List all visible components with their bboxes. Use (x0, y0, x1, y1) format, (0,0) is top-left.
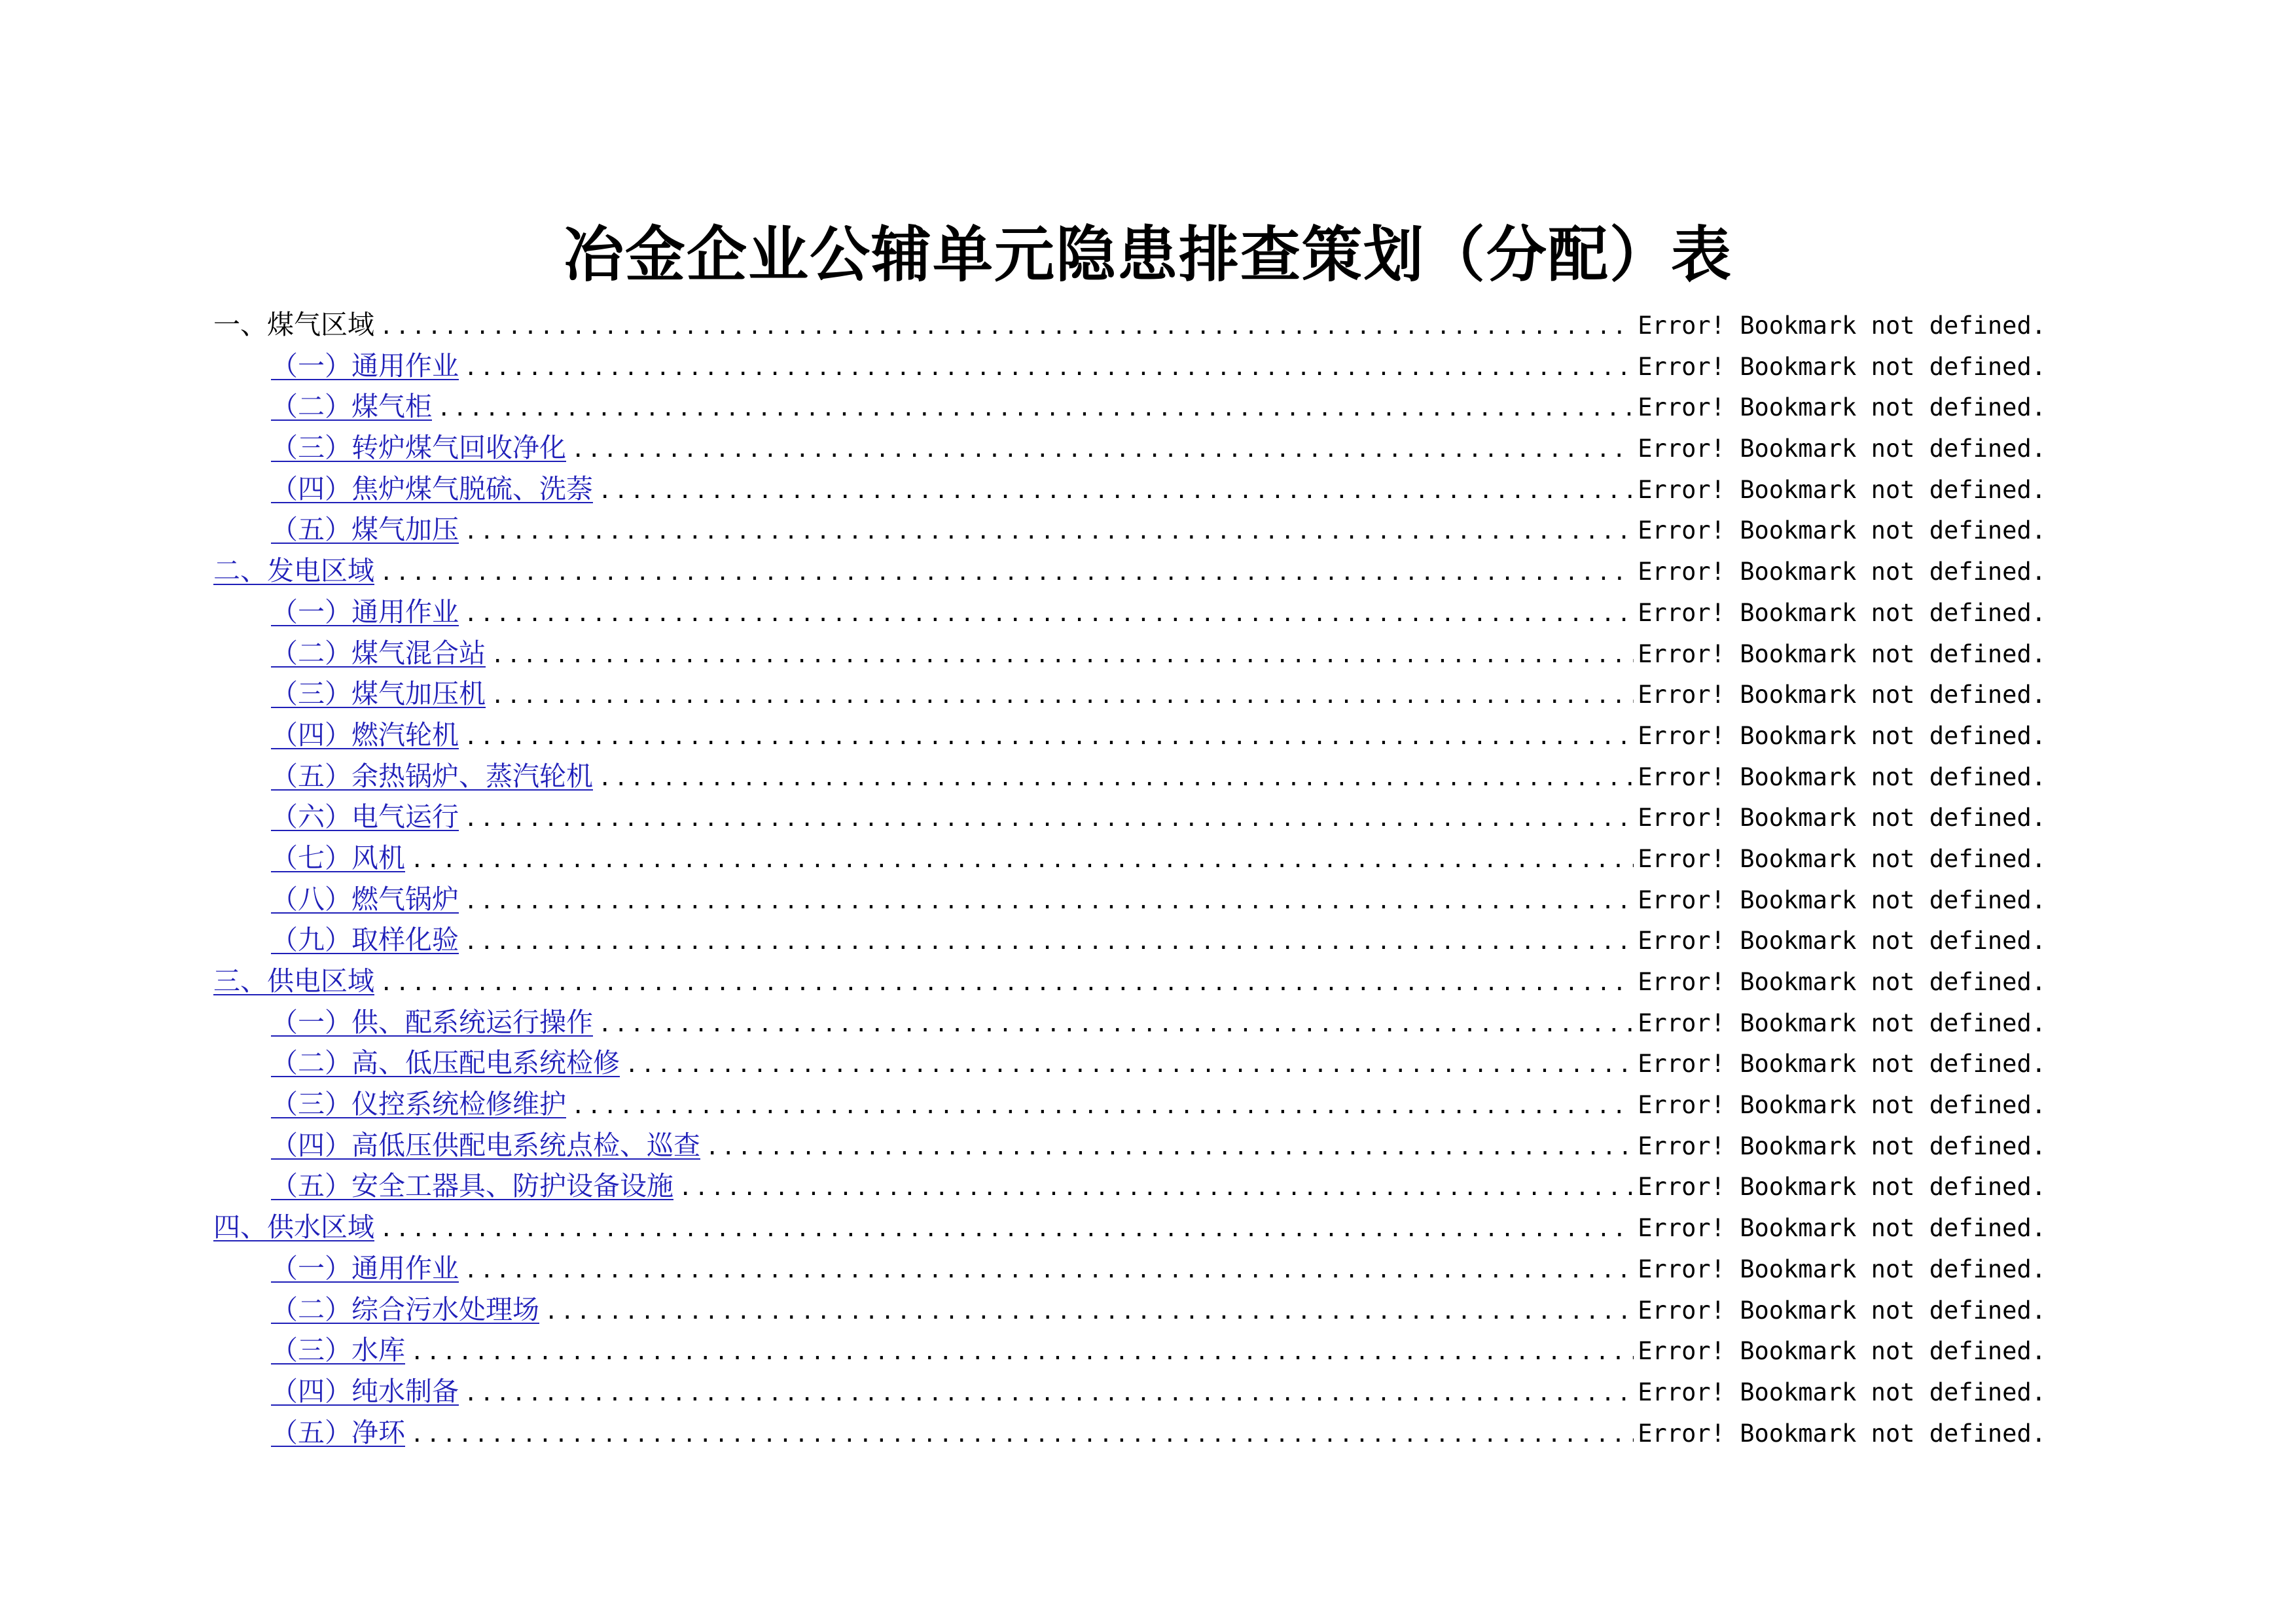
toc-entry-link[interactable]: （五）安全工器具、防护设备设施 (271, 1170, 673, 1202)
toc-entry[interactable] (213, 919, 2046, 961)
toc-entry[interactable] (213, 1289, 2046, 1330)
toc-dot-leader (545, 1291, 1634, 1332)
toc-entry[interactable] (213, 469, 2046, 510)
toc-page-reference: Error! Bookmark not defined. (1638, 762, 2046, 791)
toc-entry-link[interactable]: （六）电气运行 (271, 801, 459, 833)
toc-dot-leader (571, 1086, 1634, 1127)
toc-page-reference: Error! Bookmark not defined. (1638, 1214, 2046, 1243)
toc-dot-leader (598, 758, 1634, 799)
toc-dot-leader (464, 1250, 1634, 1291)
toc-dot-leader (410, 1332, 1634, 1373)
toc-entry[interactable] (213, 1207, 2046, 1248)
toc-page-reference: Error! Bookmark not defined. (1638, 927, 2046, 955)
toc-page-reference: Error! Bookmark not defined. (1638, 1337, 2046, 1366)
toc-dot-leader (571, 429, 1634, 471)
toc-dot-leader (464, 594, 1634, 635)
toc-entry[interactable] (213, 427, 2046, 469)
toc-entry[interactable] (213, 796, 2046, 838)
toc-page-reference: Error! Bookmark not defined. (1638, 804, 2046, 832)
toc-entry[interactable] (213, 1084, 2046, 1125)
toc-entry-link[interactable]: 二、发电区域 (213, 555, 374, 587)
toc-entry-link[interactable]: （九）取样化验 (271, 924, 459, 956)
toc-dot-leader (410, 840, 1634, 881)
toc-entry-link[interactable]: （五）余热锅炉、蒸汽轮机 (271, 760, 593, 792)
toc-page-reference: Error! Bookmark not defined. (1638, 435, 2046, 463)
toc-dot-leader (464, 511, 1634, 552)
toc-dot-leader (410, 1414, 1634, 1455)
toc-page-reference: Error! Bookmark not defined. (1638, 681, 2046, 709)
toc-dot-leader (380, 552, 1634, 594)
toc-entry[interactable] (213, 715, 2046, 756)
toc-entry-link[interactable]: （三）仪控系统检修维护 (271, 1088, 566, 1120)
toc-entry[interactable] (213, 1248, 2046, 1289)
toc-entry[interactable] (213, 961, 2046, 1002)
toc-page-reference: Error! Bookmark not defined. (1638, 885, 2046, 914)
toc-page-reference: Error! Bookmark not defined. (1638, 1255, 2046, 1283)
toc-dot-leader (380, 963, 1634, 1004)
toc-page-reference: Error! Bookmark not defined. (1638, 1008, 2046, 1037)
toc-dot-leader (625, 1044, 1634, 1086)
toc-entry-link[interactable]: （一）通用作业 (271, 349, 459, 382)
toc-entry[interactable] (213, 592, 2046, 633)
toc-entry-link[interactable]: （五）煤气加压 (271, 514, 459, 546)
toc-page-reference: Error! Bookmark not defined. (1638, 312, 2046, 340)
toc-entry-link[interactable]: （二）综合污水处理场 (271, 1293, 539, 1325)
toc-entry-link[interactable]: （二）煤气柜 (271, 391, 432, 423)
toc-dot-leader (491, 675, 1634, 717)
toc-entry-link[interactable]: （四）燃汽轮机 (271, 719, 459, 751)
toc-entry-link[interactable]: （一）通用作业 (271, 596, 459, 628)
toc-page-reference: Error! Bookmark not defined. (1638, 598, 2046, 627)
toc-page-reference: Error! Bookmark not defined. (1638, 393, 2046, 422)
toc-dot-leader (464, 798, 1634, 840)
toc-entry[interactable] (213, 673, 2046, 715)
toc-dot-leader (464, 717, 1634, 758)
toc-entry[interactable] (213, 550, 2046, 592)
toc-entry[interactable] (213, 509, 2046, 550)
toc-page-reference: Error! Bookmark not defined. (1638, 558, 2046, 586)
toc-entry-link[interactable]: （四）高低压供配电系统点检、巡查 (271, 1129, 700, 1161)
toc-entry[interactable] (213, 838, 2046, 879)
toc-entry-link[interactable]: （八）燃气锅炉 (271, 883, 459, 915)
toc-dot-leader (679, 1168, 1634, 1209)
toc-entry[interactable] (213, 1002, 2046, 1043)
toc-page-reference: Error! Bookmark not defined. (1638, 968, 2046, 996)
toc-entry-link[interactable]: （三）转炉煤气回收净化 (271, 432, 566, 464)
toc-page-reference: Error! Bookmark not defined. (1638, 639, 2046, 668)
toc-entry-link[interactable]: （四）纯水制备 (271, 1375, 459, 1407)
toc-entry[interactable] (213, 1043, 2046, 1084)
toc-dot-leader (464, 921, 1634, 963)
toc-page-reference: Error! Bookmark not defined. (1638, 1132, 2046, 1160)
toc-entry[interactable] (213, 633, 2046, 674)
toc-entry[interactable] (213, 1330, 2046, 1371)
toc-entry[interactable] (213, 346, 2046, 387)
toc-page-reference: Error! Bookmark not defined. (1638, 1296, 2046, 1325)
toc-entry-link[interactable]: （三）水库 (271, 1334, 405, 1366)
toc-page-reference: Error! Bookmark not defined. (1638, 721, 2046, 750)
toc-page-reference: Error! Bookmark not defined. (1638, 1173, 2046, 1202)
toc-dot-leader (437, 388, 1634, 429)
toc-page-reference: Error! Bookmark not defined. (1638, 1091, 2046, 1120)
toc-entry-link[interactable]: 四、供水区域 (213, 1211, 374, 1243)
toc-entry[interactable] (213, 756, 2046, 797)
toc-entry[interactable] (213, 1125, 2046, 1166)
toc-entry-link[interactable]: （五）净环 (271, 1416, 405, 1448)
toc-dot-leader (598, 1004, 1634, 1045)
toc-entry-link[interactable]: （一）供、配系统运行操作 (271, 1006, 593, 1038)
toc-page-reference: Error! Bookmark not defined. (1638, 1378, 2046, 1406)
toc-page-reference: Error! Bookmark not defined. (1638, 844, 2046, 873)
toc-dot-leader (380, 1209, 1634, 1250)
toc-entry-link[interactable]: 三、供电区域 (213, 965, 374, 997)
toc-dot-leader (464, 881, 1634, 922)
toc-entry[interactable] (213, 1412, 2046, 1454)
toc-entry[interactable] (213, 1166, 2046, 1207)
toc-entry-link[interactable]: （二）高、低压配电系统检修 (271, 1047, 620, 1079)
toc-entry-link[interactable]: （二）煤气混合站 (271, 637, 486, 669)
toc-dot-leader (464, 1373, 1634, 1414)
toc-entry[interactable] (213, 386, 2046, 427)
toc-entry[interactable] (213, 1371, 2046, 1412)
toc-entry-link[interactable]: （一）通用作业 (271, 1252, 459, 1284)
toc-entry (213, 304, 2046, 346)
table-of-contents (213, 304, 2046, 1453)
toc-entry-label: 一、煤气区域 (213, 309, 374, 340)
toc-dot-leader (491, 635, 1634, 676)
toc-entry[interactable] (213, 879, 2046, 920)
toc-page-reference: Error! Bookmark not defined. (1638, 352, 2046, 381)
toc-dot-leader (706, 1127, 1634, 1168)
toc-page-reference: Error! Bookmark not defined. (1638, 1419, 2046, 1448)
toc-dot-leader (464, 348, 1634, 389)
toc-page-reference: Error! Bookmark not defined. (1638, 475, 2046, 504)
toc-entry-link[interactable]: （三）煤气加压机 (271, 678, 486, 710)
toc-entry-link[interactable]: （四）焦炉煤气脱硫、洗萘 (271, 473, 593, 505)
toc-dot-leader (598, 471, 1634, 512)
page-title: 冶金企业公辅单元隐患排查策划（分配）表 (563, 220, 1732, 290)
toc-entry-link[interactable]: （七）风机 (271, 842, 405, 874)
toc-page-reference: Error! Bookmark not defined. (1638, 1050, 2046, 1079)
toc-page-reference: Error! Bookmark not defined. (1638, 516, 2046, 545)
toc-dot-leader (380, 306, 1634, 348)
